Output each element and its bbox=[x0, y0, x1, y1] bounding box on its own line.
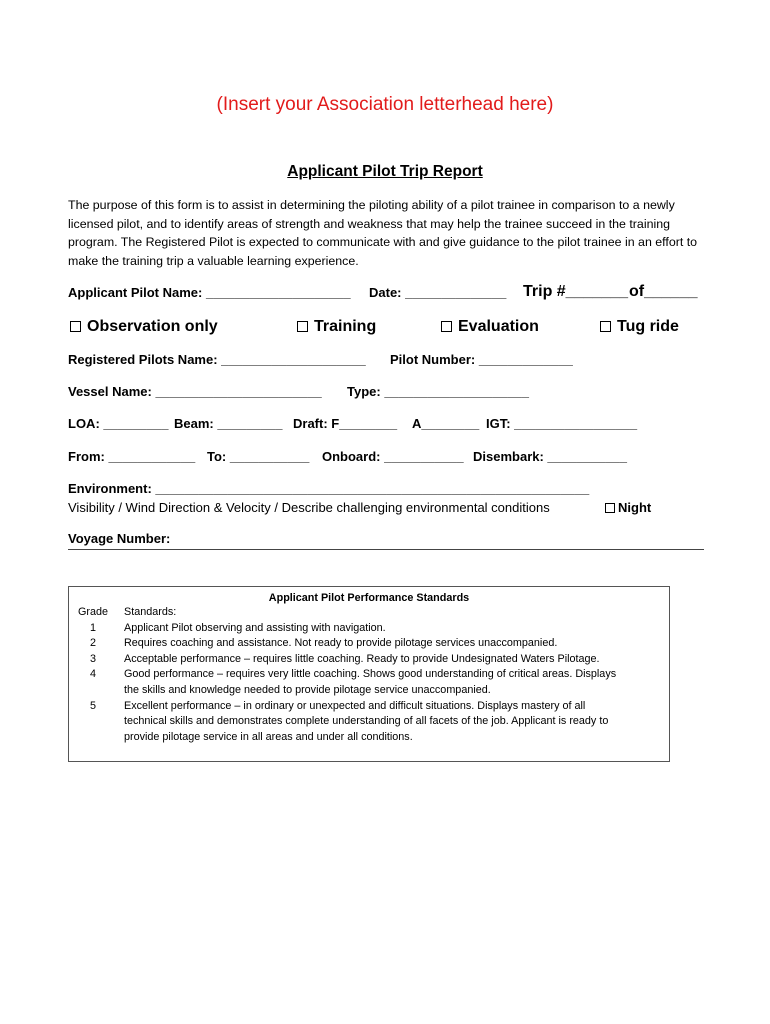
checkbox-icon[interactable] bbox=[441, 321, 452, 332]
applicant-name-field[interactable]: Applicant Pilot Name: ____________________ bbox=[68, 285, 351, 300]
option-label: Observation only bbox=[87, 318, 218, 335]
standard-description-line: Requires coaching and assistance. Not ready to provide pilotage services unaccompanied. bbox=[124, 637, 558, 650]
option-label: Training bbox=[314, 318, 377, 335]
letterhead-placeholder: (Insert your Association letterhead here) bbox=[216, 94, 554, 115]
page-title bbox=[0, 163, 770, 181]
disembark-field[interactable]: Disembark: ___________ bbox=[473, 449, 627, 464]
standard-description-line: Acceptable performance – requires little coaching. Ready to provide Undesignated Waters Pilotage. bbox=[124, 652, 600, 665]
registered-pilot-name-field[interactable]: Registered Pilots Name: ____________________ bbox=[68, 352, 366, 367]
environment-field[interactable]: Environment: ____________________________________________________________ bbox=[68, 481, 590, 496]
option-tug-ride[interactable] bbox=[600, 318, 679, 336]
option-label: Tug ride bbox=[617, 318, 679, 335]
standard-description-line: Excellent performance – in ordinary or unexpected and difficult situations. Displays mastery of all bbox=[124, 699, 586, 712]
draft-forward-field[interactable]: Draft: F________ bbox=[293, 416, 398, 431]
option-training[interactable] bbox=[297, 318, 376, 336]
checkbox-icon[interactable] bbox=[297, 321, 308, 332]
standard-description-line: provide pilotage service in all areas and under all conditions. bbox=[124, 730, 413, 743]
vessel-type-field[interactable]: Type: ____________________ bbox=[347, 384, 529, 399]
standards-header: Standards: bbox=[124, 606, 177, 618]
environment-description: Visibility / Wind Direction & Velocity / Describe challenging environmental conditions bbox=[68, 500, 550, 515]
onboard-field[interactable]: Onboard: ___________ bbox=[322, 449, 464, 464]
draft-aft-field[interactable]: A________ bbox=[412, 416, 480, 431]
to-field[interactable]: To: ___________ bbox=[207, 449, 310, 464]
option-evaluation[interactable] bbox=[441, 318, 539, 336]
intro-paragraph: The purpose of this form is to assist in determining the piloting ability of a pilot trainee in comparison to a newly licensed pilot, and to identify areas of strength and weakness that may help the trainee succeed in the training program. The Registered Pilot is expected to communicate with and give guidance to the pilot trainee in an effort to make the training trip a valuable learning experience. bbox=[68, 198, 698, 268]
trip-of-field[interactable]: of______ bbox=[629, 283, 698, 300]
performance-standards-box bbox=[68, 586, 670, 762]
standards-title: Applicant Pilot Performance Standards bbox=[268, 592, 470, 604]
loa-field[interactable]: LOA: _________ bbox=[68, 416, 169, 431]
standard-description-line: the skills and knowledge needed to provide pilotage service unaccompanied. bbox=[124, 684, 491, 696]
night-label: Night bbox=[618, 500, 652, 515]
voyage-number-line bbox=[68, 549, 704, 550]
grade-number: 2 bbox=[89, 637, 96, 650]
vessel-name-field[interactable]: Vessel Name: _______________________ bbox=[68, 384, 322, 399]
grade-header: Grade bbox=[77, 606, 108, 618]
grade-number: 4 bbox=[89, 668, 96, 681]
checkbox-icon[interactable] bbox=[70, 321, 81, 332]
beam-field[interactable]: Beam: _________ bbox=[174, 416, 283, 431]
trip-number-field[interactable]: Trip #_______ bbox=[523, 283, 628, 300]
standard-description-line: Good performance – requires very little coaching. Shows good understanding of critical areas. Displays bbox=[124, 668, 617, 681]
standard-description-line: technical skills and demonstrates complete understanding of all facets of the job. Applicant is ready to bbox=[124, 715, 609, 728]
igt-field[interactable]: IGT: _________________ bbox=[486, 416, 638, 431]
grade-number: 5 bbox=[89, 699, 96, 712]
option-observation-only[interactable] bbox=[70, 318, 218, 336]
option-label: Evaluation bbox=[458, 318, 539, 335]
night-option[interactable] bbox=[605, 500, 651, 515]
title-text: Applicant Pilot Trip Report bbox=[287, 163, 483, 180]
checkbox-icon[interactable] bbox=[600, 321, 611, 332]
grade-number: 3 bbox=[89, 652, 96, 665]
date-field[interactable]: Date: ______________ bbox=[369, 285, 507, 300]
pilot-number-field[interactable]: Pilot Number: _____________ bbox=[390, 352, 573, 367]
standard-description-line: Applicant Pilot observing and assisting with navigation. bbox=[124, 621, 386, 634]
voyage-number-field[interactable]: Voyage Number: bbox=[68, 531, 171, 546]
checkbox-icon[interactable] bbox=[605, 503, 615, 513]
from-field[interactable]: From: ____________ bbox=[68, 449, 196, 464]
grade-number: 1 bbox=[89, 621, 96, 634]
